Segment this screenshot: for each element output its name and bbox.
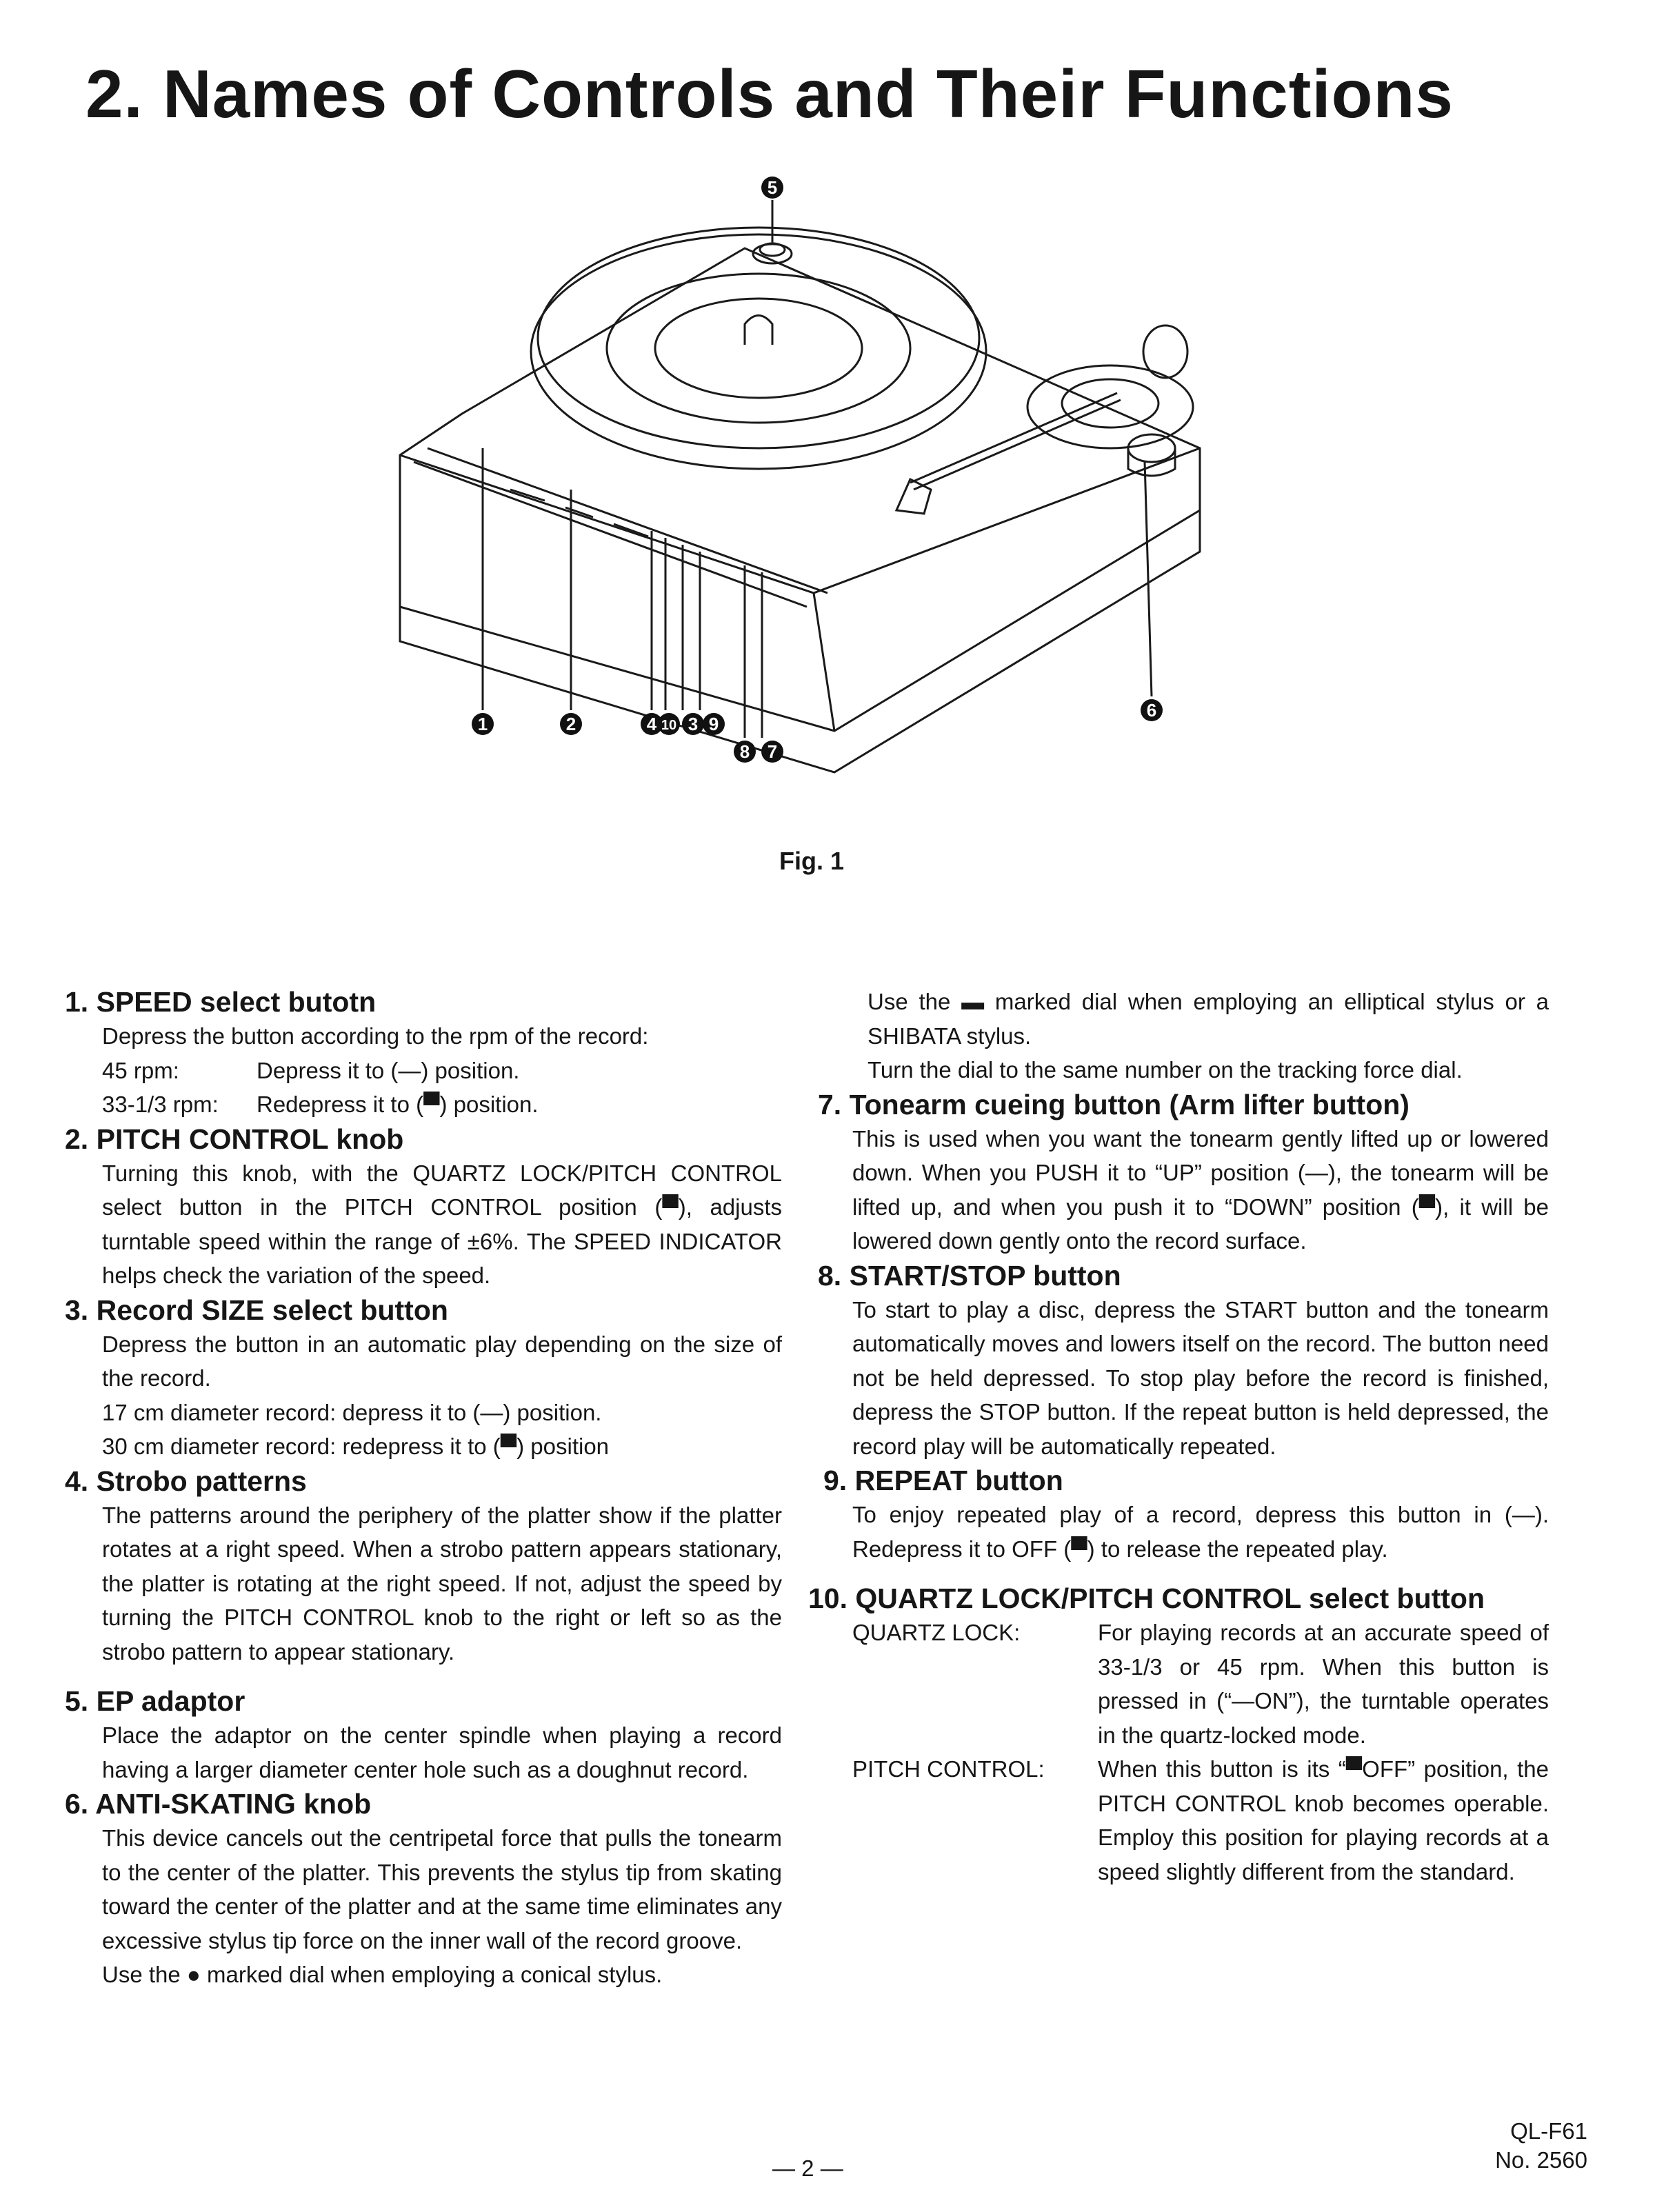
item-ep-adaptor xyxy=(65,1684,782,1787)
elliptical-stylus-note: Use the ▬ marked dial when employing an elliptical stylus or a SHIBATA stylus. xyxy=(867,989,1549,1049)
figure-caption: Fig. 1 xyxy=(779,847,845,875)
row-text: depress it to (—) position. xyxy=(342,1399,602,1425)
item-number: 3. xyxy=(65,1294,89,1326)
svg-text:9: 9 xyxy=(708,714,719,734)
item-title: EP adaptor xyxy=(96,1685,245,1717)
row-label: 30 cm diameter record: xyxy=(102,1434,337,1459)
callout-5 xyxy=(761,177,783,199)
callout-6 xyxy=(1141,699,1163,721)
plinth-outline xyxy=(400,248,1200,731)
svg-text:3: 3 xyxy=(688,714,699,734)
svg-text:6: 6 xyxy=(1146,700,1157,721)
svg-text:8: 8 xyxy=(739,741,750,762)
svg-text:5: 5 xyxy=(767,177,778,198)
counterweight xyxy=(1143,325,1187,378)
item-repeat xyxy=(818,1463,1549,1566)
tracking-force-note: Turn the dial to the same number on the tracking force dial. xyxy=(867,1057,1463,1083)
item-text: Place the adaptor on the center spindle when playing a record having a larger diameter center hole such as a doughnut record. xyxy=(102,1722,782,1782)
item-speed-select xyxy=(65,985,782,1122)
page-title: 2. Names of Controls and Their Functions xyxy=(86,56,1454,132)
callout-8 xyxy=(734,741,756,763)
turntable-figure xyxy=(386,165,1269,800)
row-text: redepress it to (▀) position xyxy=(342,1434,610,1459)
item-title: PITCH CONTROL knob xyxy=(96,1123,404,1155)
item-number: 8. xyxy=(818,1259,842,1291)
row-label: 17 cm diameter record: xyxy=(102,1399,337,1425)
item-text: Turning this knob, with the QUARTZ LOCK/PITCH CONTROL select button in the PITCH CONTROL position (▀), adjusts turntable speed within the range of ±6%. The SPEED INDICATOR helps check the variation of the speed. xyxy=(102,1160,782,1288)
svg-text:1: 1 xyxy=(477,714,488,734)
item-title: SPEED select butotn xyxy=(96,986,377,1018)
svg-text:10: 10 xyxy=(661,718,677,733)
item-tonearm-cueing xyxy=(818,1087,1549,1258)
callout-9 xyxy=(703,713,725,735)
row-label: QUARTZ LOCK: xyxy=(852,1620,1021,1645)
left-column xyxy=(65,985,782,1992)
item-number: 7. xyxy=(818,1088,842,1120)
right-column xyxy=(808,985,1549,1889)
item-text: Depress the button according to the rpm of the record: xyxy=(102,1023,649,1049)
item-record-size-select xyxy=(65,1293,782,1464)
document-id xyxy=(1495,2117,1587,2175)
item-number: 6. xyxy=(65,1788,89,1820)
callout-2 xyxy=(560,713,582,735)
item-start-stop xyxy=(818,1258,1549,1464)
row-label: 45 rpm: xyxy=(102,1057,179,1083)
model-number: QL-F61 xyxy=(1510,2118,1587,2144)
item-number: 1. xyxy=(65,986,89,1018)
svg-text:4: 4 xyxy=(646,714,657,734)
row-text: When this button is its “▀OFF” position, the PITCH CONTROL knob becomes operable. Employ this position for playing records at a speed slightly different from the standard. xyxy=(1098,1756,1549,1884)
row-text: Depress it to (—) position. xyxy=(257,1057,520,1083)
item-number: 4. xyxy=(65,1465,89,1497)
item-number: 10. xyxy=(808,1582,847,1614)
callout-1 xyxy=(472,713,494,735)
item-number: 5. xyxy=(65,1685,89,1717)
row-label: PITCH CONTROL: xyxy=(852,1756,1045,1782)
row-text: For playing records at an accurate speed of 33-1/3 or 45 rpm. When this button is pressed in (“—ON”), the turntable operates in the quartz-locked mode. xyxy=(1098,1620,1549,1748)
item-text: Depress the button in an automatic play depending on the size of the record. xyxy=(102,1331,782,1391)
item-title: START/STOP button xyxy=(849,1259,1121,1291)
callout-3 xyxy=(682,713,704,735)
item-title: Strobo patterns xyxy=(96,1465,307,1497)
item-number: 2. xyxy=(65,1123,89,1155)
item-strobo-patterns xyxy=(65,1464,782,1669)
svg-text:2: 2 xyxy=(565,714,576,734)
item-text: The patterns around the periphery of the platter show if the platter rotates at a right speed. When a strobo pattern appears stationary, the platter is rotating at the right speed. If not, adjust the speed by turning the PITCH CONTROL knob to the right or left so as the strobo pattern to appear stationary. xyxy=(102,1502,782,1665)
item-text: To start to play a disc, depress the START button and the tonearm automatically moves and lowers itself on the record. The button need not be held depressed. To stop play before the record is finished, depress the STOP button. If the repeat button is held depressed, the record play will be automatically repeated. xyxy=(852,1296,1549,1459)
item-text: To enjoy repeated play of a record, depress this button in (—). Redepress it to OFF (▀) to release the repeated play. xyxy=(852,1502,1549,1562)
item-title: ANTI-SKATING knob xyxy=(95,1788,372,1820)
callout-10 xyxy=(658,713,680,735)
callout-7 xyxy=(761,741,783,763)
item-title: QUARTZ LOCK/PITCH CONTROL select button xyxy=(855,1582,1485,1614)
item-title: Tonearm cueing button (Arm lifter button) xyxy=(849,1088,1410,1120)
item-pitch-control-knob xyxy=(65,1122,782,1293)
page-number: — 2 — xyxy=(772,2155,843,2181)
doc-number: No. 2560 xyxy=(1495,2147,1587,2173)
item-number: 9. xyxy=(823,1465,847,1496)
svg-text:7: 7 xyxy=(767,741,778,762)
anti-skating-knob xyxy=(1128,434,1175,462)
tonearm xyxy=(910,393,1121,490)
row-text: Redepress it to (▀) position. xyxy=(257,1092,539,1117)
platter xyxy=(531,234,986,469)
row-label: 33-1/3 rpm: xyxy=(102,1092,219,1117)
item-anti-skating-knob xyxy=(65,1787,782,1992)
item-title: REPEAT button xyxy=(854,1465,1063,1496)
item-text: This is used when you want the tonearm gently lifted up or lowered down. When you PUSH it to “UP” position (—), the tonearm will be lifted up, and when you push it to “DOWN” position (▀), it will be lowered down gently onto the record surface. xyxy=(852,1125,1549,1254)
item-title: Record SIZE select button xyxy=(96,1294,448,1326)
item-quartz-lock-pitch xyxy=(808,1581,1549,1889)
conical-stylus-note: Use the ● marked dial when employing a conical stylus. xyxy=(102,1962,663,1987)
item-text: This device cancels out the centripetal force that pulls the tonearm to the center of the platter. This prevents the stylus tip from skating toward the center of the platter and at the same time eliminates any excessive stylus tip force on the inner wall of the record groove. xyxy=(102,1825,782,1953)
